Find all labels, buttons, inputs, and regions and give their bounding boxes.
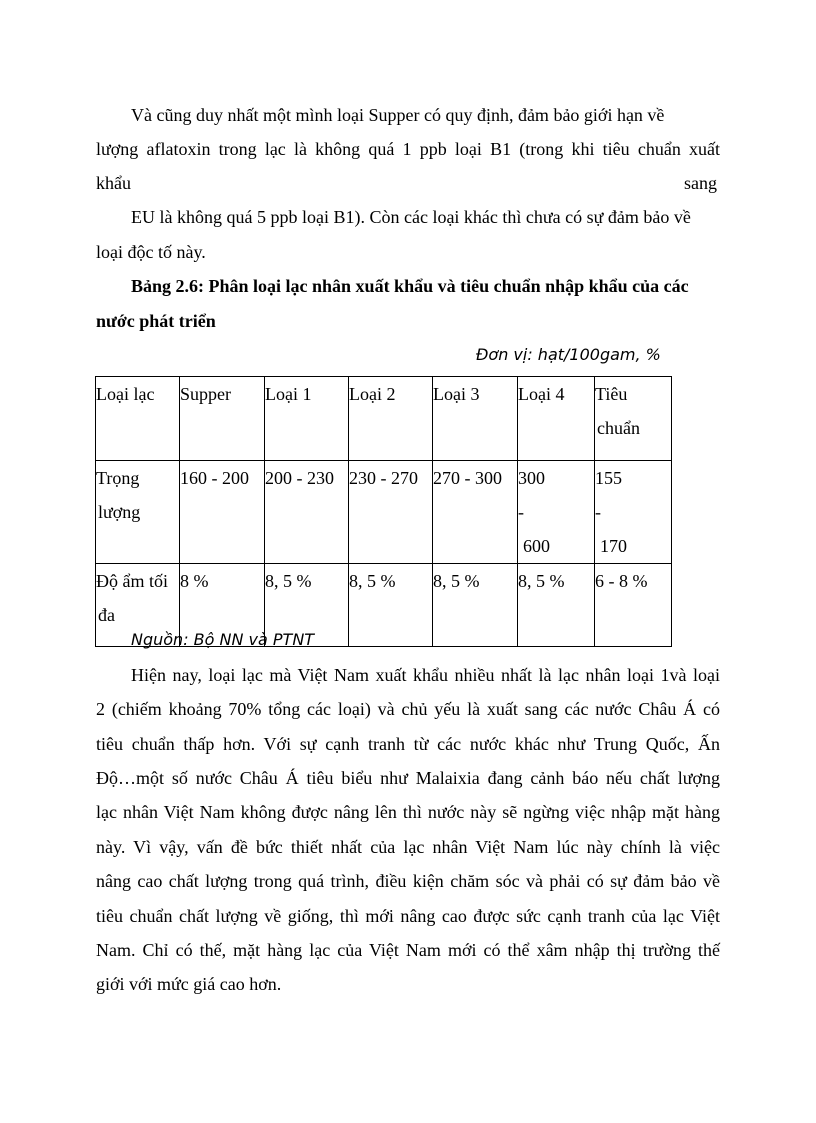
header-cell-loai1: Loại 1 bbox=[265, 377, 349, 461]
para1-line4: EU là không quá 5 ppb loại B1). Còn các loại khác thì chưa có sự đảm bảo về bbox=[131, 207, 691, 227]
para2-line4: Độ…một số nước Châu Á tiêu biểu như Malaixia đang cảnh báo nếu chất lượng bbox=[96, 768, 720, 788]
row-moisture-loai3: 8, 5 % bbox=[433, 564, 518, 647]
source-note: Nguồn: Bộ NN và PTNT bbox=[131, 630, 315, 649]
para2-line9: Nam. Chỉ có thế, mặt hàng lạc của Việt Nam mới có thể xâm nhập thị trường thế bbox=[96, 940, 720, 960]
row-moisture-standard: 6 - 8 % bbox=[595, 564, 672, 647]
para2-line10: giới với mức giá cao hơn. bbox=[96, 974, 282, 994]
table-caption-line2: nước phát triển bbox=[96, 311, 216, 331]
row-weight-loai1: 200 - 230 bbox=[265, 461, 349, 564]
para2-line3: tiêu chuẩn thấp hơn. Với sự cạnh tranh từ các nước khác như Trung Quốc, Ấn bbox=[96, 734, 720, 754]
para1-line3-left: khẩu bbox=[96, 173, 131, 193]
para2-line8: tiêu chuẩn chất lượng về giống, thì mới nâng cao được sức cạnh tranh của lạc Việt bbox=[96, 906, 720, 926]
header-cell-loai2: Loại 2 bbox=[349, 377, 433, 461]
para1-line5: loại độc tố này. bbox=[96, 242, 206, 262]
header-cell-loai3: Loại 3 bbox=[433, 377, 518, 461]
header-cell-standard: Tiêu chuẩn bbox=[595, 377, 672, 461]
header-cell-loai4: Loại 4 bbox=[518, 377, 595, 461]
row-weight-label: Trọng lượng bbox=[96, 461, 180, 564]
para1-line1: Và cũng duy nhất một mình loại Supper có quy định, đảm bảo giới hạn về bbox=[131, 105, 665, 125]
unit-note: Đơn vị: hạt/100gam, % bbox=[476, 345, 661, 364]
table-caption-line1: Bảng 2.6: Phân loại lạc nhân xuất khẩu và tiêu chuẩn nhập khẩu của các bbox=[131, 276, 689, 296]
para2-line6: này. Vì vậy, vấn đề bức thiết nhất của lạc nhân Việt Nam lúc này chính là việc bbox=[96, 837, 720, 857]
table-header-row bbox=[96, 377, 672, 461]
row-moisture-loai2: 8, 5 % bbox=[349, 564, 433, 647]
para1-line2: lượng aflatoxin trong lạc là không quá 1 ppb loại B1 (trong khi tiêu chuẩn xuất bbox=[96, 139, 720, 159]
row-moisture-supper: 8 % bbox=[180, 564, 265, 647]
row-weight-loai2: 230 - 270 bbox=[349, 461, 433, 564]
row-weight-supper: 160 - 200 bbox=[180, 461, 265, 564]
para2-line1: Hiện nay, loại lạc mà Việt Nam xuất khẩu nhiều nhất là lạc nhân loại 1và loại bbox=[131, 665, 720, 685]
row-moisture-label: Độ ẩm tối đa bbox=[96, 564, 180, 647]
row-moisture-loai1: 8, 5 % bbox=[265, 564, 349, 647]
header-cell-supper: Supper bbox=[180, 377, 265, 461]
para2-line5: lạc nhân Việt Nam không được nâng lên thì nước này sẽ ngừng việc nhập mặt hàng bbox=[96, 802, 720, 822]
para2-line2: 2 (chiếm khoảng 70% tổng các loại) và chủ yếu là xuất sang các nước Châu Á có bbox=[96, 699, 720, 719]
peanut-grade-table bbox=[95, 376, 672, 647]
row-weight-loai4: 300 - 600 bbox=[518, 461, 595, 564]
row-weight-standard: 155 - 170 bbox=[595, 461, 672, 564]
para2-line7: nâng cao chất lượng trong quá trình, điều kiện chăm sóc và phải có sự đảm bảo về bbox=[96, 871, 720, 891]
row-weight-loai3: 270 - 300 bbox=[433, 461, 518, 564]
table-row-weight bbox=[96, 461, 672, 564]
row-moisture-loai4: 8, 5 % bbox=[518, 564, 595, 647]
header-cell-type: Loại lạc bbox=[96, 377, 180, 461]
para1-line3-right: sang bbox=[684, 173, 717, 193]
